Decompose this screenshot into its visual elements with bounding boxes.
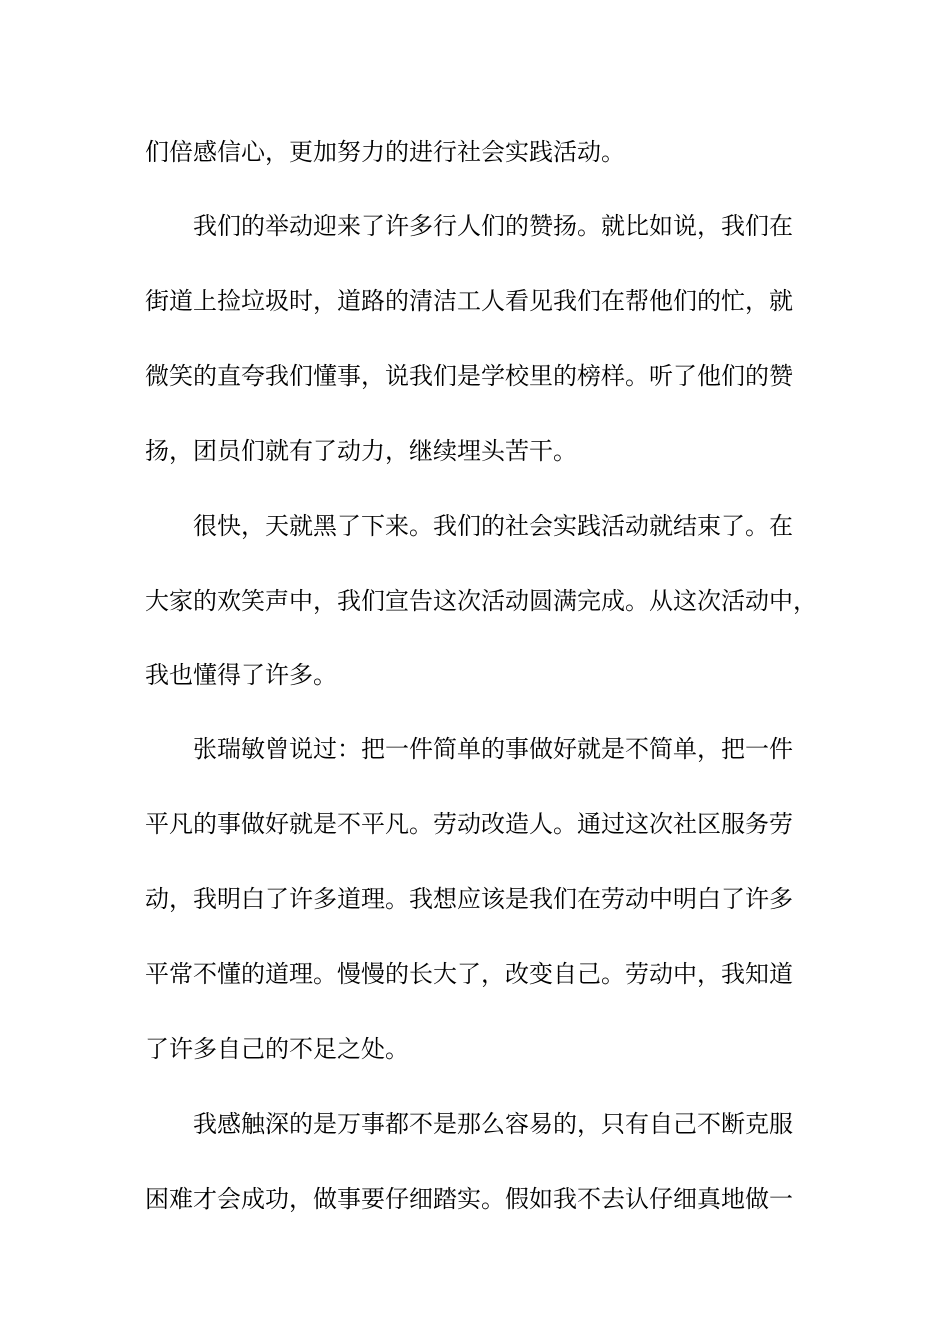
text-line: 街道上捡垃圾时，道路的清洁工人看见我们在帮他们的忙，就 xyxy=(145,287,793,315)
paragraph-start-line: 很快，天就黑了下来。我们的社会实践活动就结束了。在 xyxy=(193,512,793,540)
text-line: 扬，团员们就有了动力，继续埋头苦干。 xyxy=(145,437,577,465)
text-line: 微笑的直夸我们懂事，说我们是学校里的榜样。听了他们的赞 xyxy=(145,362,793,390)
text-line: 大家的欢笑声中，我们宣告这次活动圆满完成。从这次活动中， xyxy=(145,587,817,615)
text-line: 动，我明白了许多道理。我想应该是我们在劳动中明白了许多 xyxy=(145,885,793,913)
text-line: 平常不懂的道理。慢慢的长大了，改变自己。劳动中，我知道 xyxy=(145,960,793,988)
text-line: 平凡的事做好就是不平凡。劳动改造人。通过这次社区服务劳 xyxy=(145,810,793,838)
text-line: 我也懂得了许多。 xyxy=(145,661,337,689)
paragraph-start-line: 我们的举动迎来了许多行人们的赞扬。就比如说，我们在 xyxy=(193,212,793,240)
text-line: 了许多自己的不足之处。 xyxy=(145,1035,409,1063)
paragraph-start-line: 我感触深的是万事都不是那么容易的，只有自己不断克服 xyxy=(193,1110,793,1138)
text-line: 困难才会成功，做事要仔细踏实。假如我不去认仔细真地做一 xyxy=(145,1185,793,1213)
text-line: 们倍感信心，更加努力的进行社会实践活动。 xyxy=(145,138,625,166)
paragraph-start-line: 张瑞敏曾说过：把一件简单的事做好就是不简单，把一件 xyxy=(193,735,793,763)
